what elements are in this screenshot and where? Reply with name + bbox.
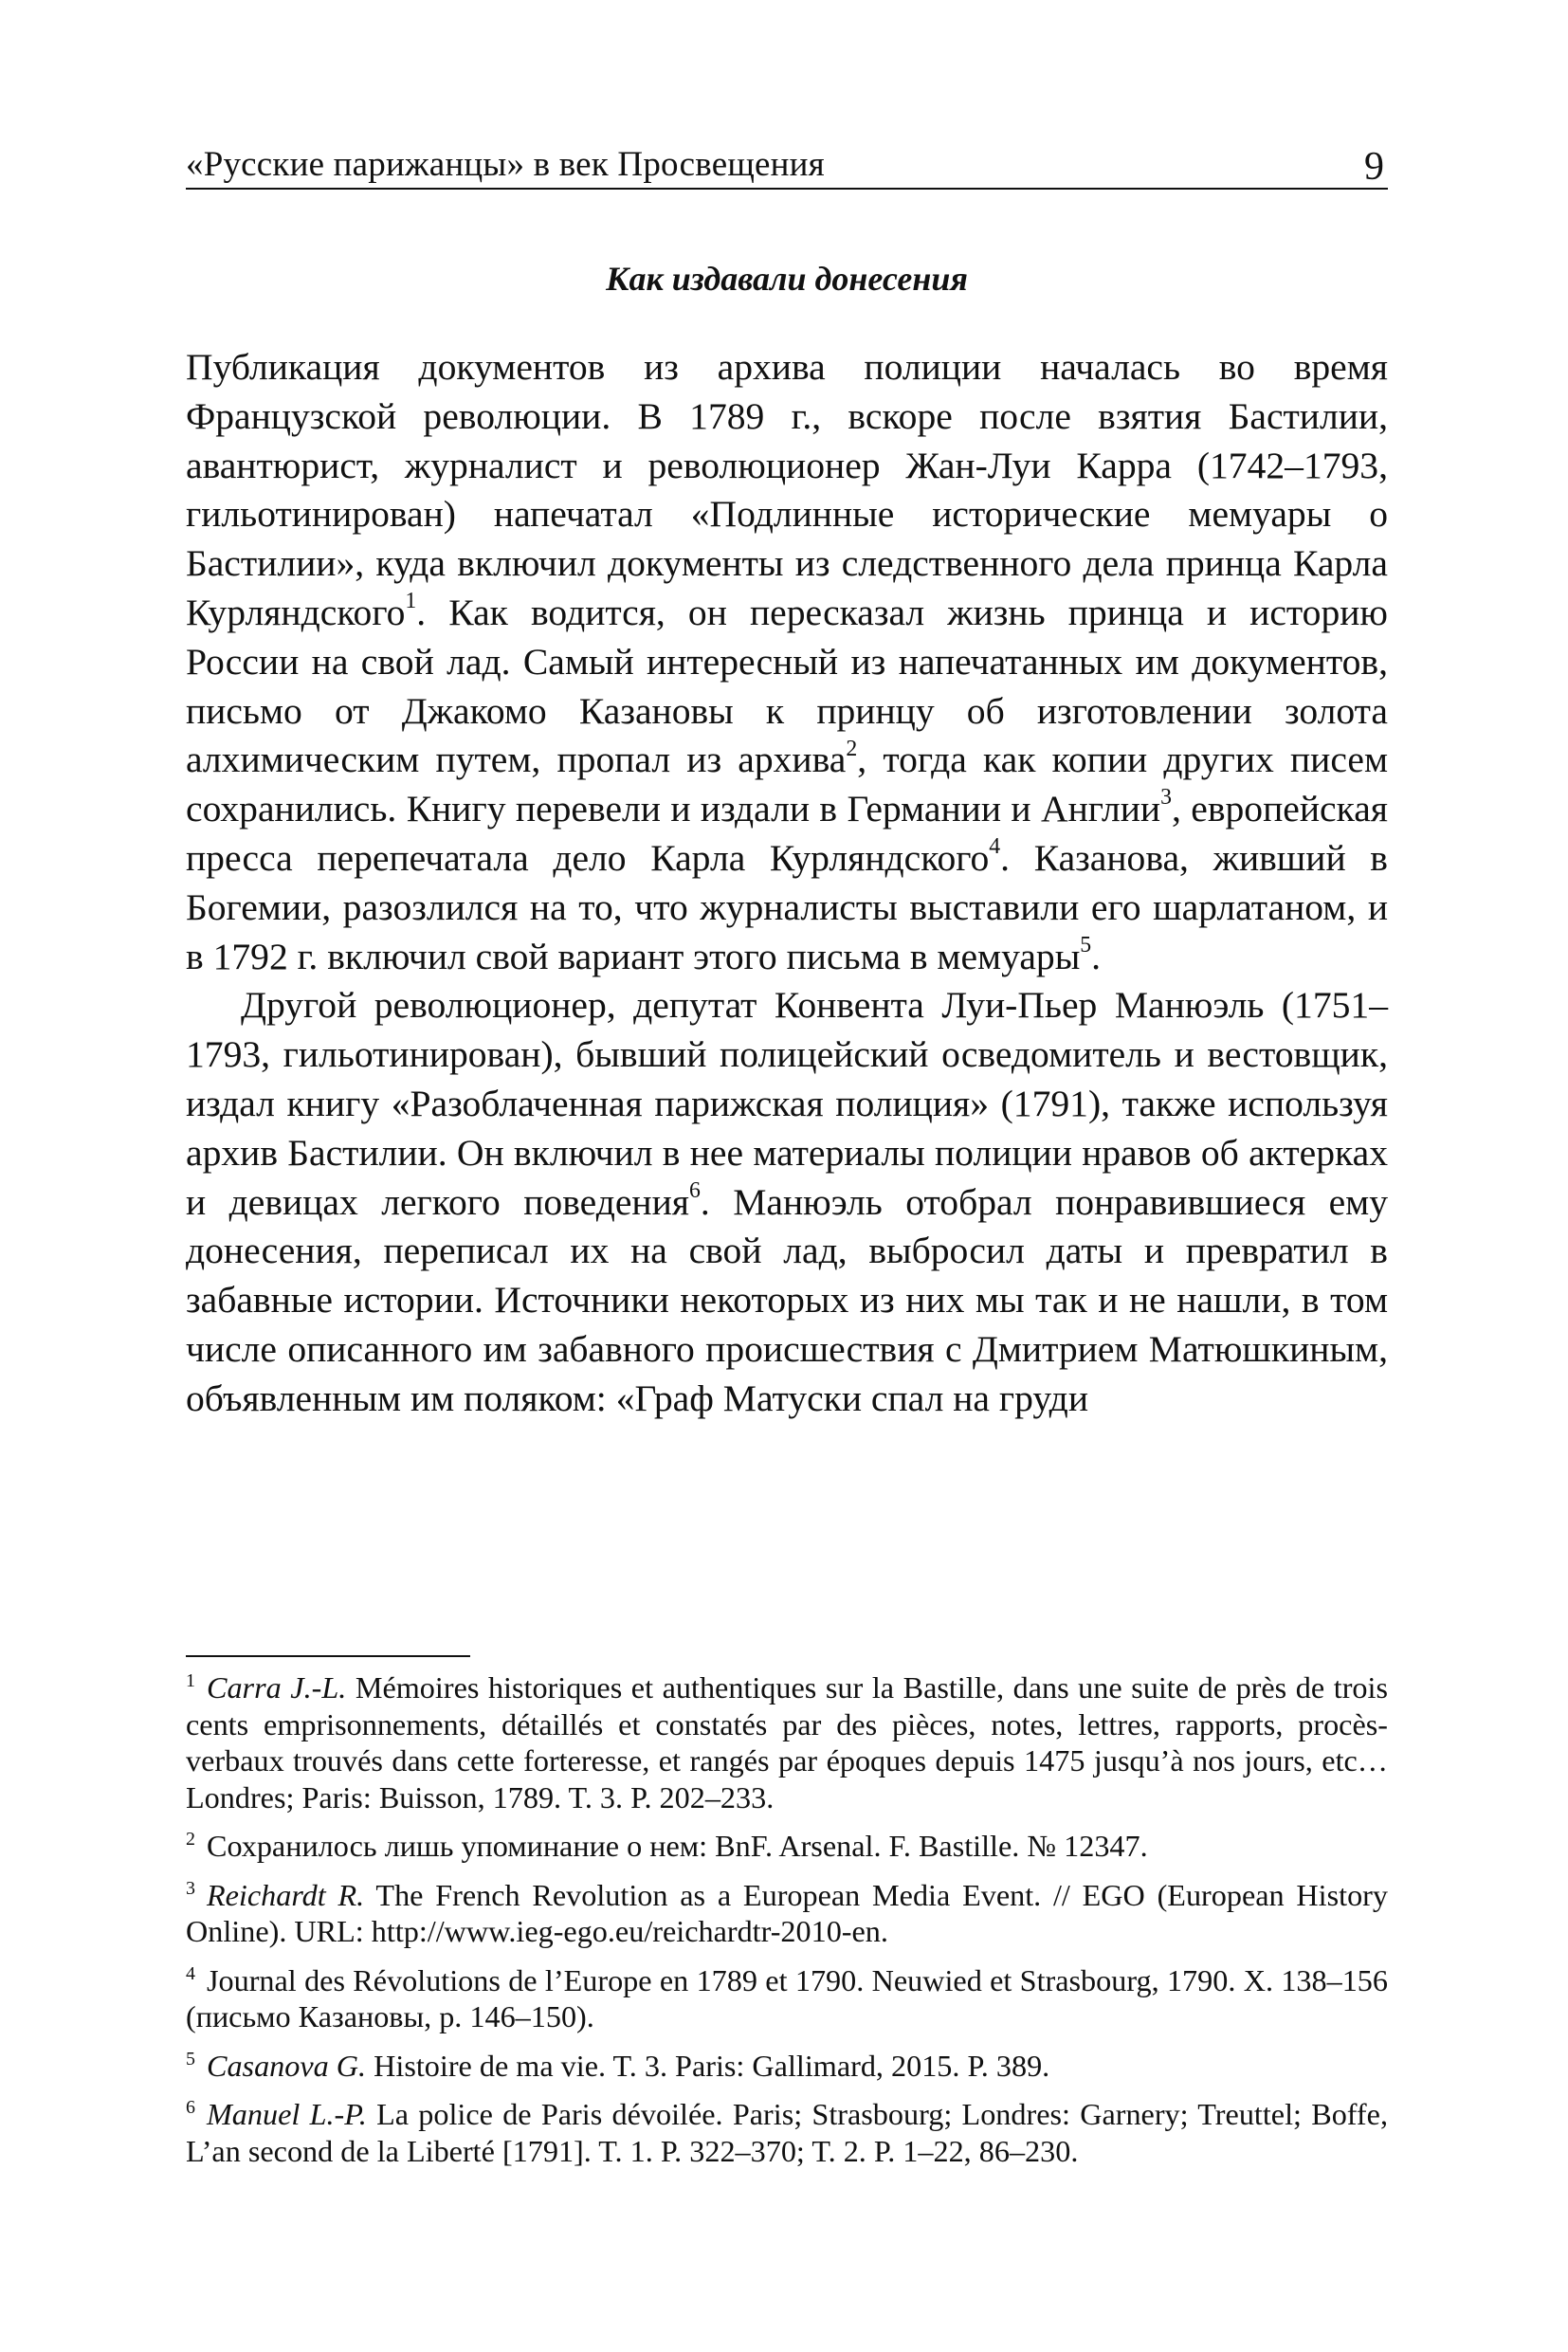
footnote-number: 2 <box>186 1829 195 1851</box>
footnote-number: 6 <box>186 2097 195 2119</box>
text-run: . Казанова, живший в Богемии, разозлился на то, что журналисты выставили его шарлатаном, и в 1792 г. включил свой вариант этого письма в мемуары <box>186 836 1388 977</box>
text-run: , тогда как копии других писем сохранились. Книгу перевели и издали в Германии и Англии <box>186 738 1388 830</box>
header-rule <box>186 188 1388 190</box>
text-run: . Манюэль отобрал понравившиеся ему донесения, переписал их на свой лад, выбросил даты и превратил в забавные истории. Источники некоторых из них мы так и не нашли, в том числе описанного им забавного происшествия с Дмитрием Матюшкиным, объявленным им поляком: «Граф Матуски спал на груди <box>186 1180 1388 1419</box>
footnote-author: Reichardt R. <box>206 1877 365 1912</box>
footnote-ref: 2 <box>846 736 858 761</box>
footnote-ref: 3 <box>1160 785 1172 811</box>
footnote-text: The French Revolution as a European Media Event. // EGO (European History Online). URL: http://www.ieg-ego.eu/reichardtr-2010-en. <box>186 1877 1388 1948</box>
footnote-text: Histoire de ma vie. T. 3. Paris: Gallimard, 2015. P. 389. <box>366 2048 1050 2083</box>
text-run: Публикация документов из архива полиции началась во время Французской революции. В 1789 г., вскоре после взятия Бастилии, авантюрист, журналист и революционер Жан-Луи Карра (1742–1793, гильотинирован) напечатал «Подлинные исторические мемуары о Бастилии», куда включил документы из следственного дела принца Карла Курляндского <box>186 346 1388 633</box>
footnote-number: 3 <box>186 1877 195 1899</box>
footnote <box>186 1828 1388 1865</box>
running-head-title: «Русские парижанцы» в век Просвещения <box>186 145 825 184</box>
footnote <box>186 2096 1388 2169</box>
footnote-author: Carra J.-L. <box>206 1670 347 1705</box>
paragraph <box>186 343 1388 981</box>
paragraph <box>186 981 1388 1423</box>
footnote-text: Mémoires historiques et authentiques sur la Bastille, dans une suite de près de trois cents emprisonnements, détaillés et constatés par des pièces, notes, lettres, rapports, procès-verbaux trouvés dans cette forteresse, et rangés par époques depuis 1475 jusqu’à nos jours, etc… Londres; Paris: Buisson, 1789. T. 3. P. 202–233. <box>186 1670 1388 1814</box>
footnote <box>186 2048 1388 2085</box>
text-run: . <box>1091 935 1102 977</box>
body-text <box>186 343 1388 1424</box>
footnote-author: Manuel L.-P. <box>206 2097 367 2131</box>
footnote-number: 1 <box>186 1670 195 1692</box>
footnote <box>186 1962 1388 2035</box>
footnotes <box>186 1669 1388 2181</box>
footnote-text: Journal des Révolutions de l’Europe en 1789 et 1790. Neuwied et Strasbourg, 1790. X. 138–156 (письмо Казановы, р. 146–150). <box>186 1962 1388 2033</box>
footnote-separator <box>186 1655 470 1657</box>
text-run: Другой революционер, депутат Конвента Луи-Пьер Манюэль (1751–1793, гильотинирован), бывший полицейский осведомитель и вестовщик, издал книгу «Разоблаченная парижская полиция» (1791), также используя архив Бастилии. Он включил в нее материалы полиции нравов об актерках и девицах легкого поведения <box>186 984 1388 1223</box>
text-run: . Как водится, он пересказал жизнь принца и историю России на свой лад. Самый интересный из напечатанных им документов, письмо от Джакомо Казановы к принцу об изготовлении золота алхимическим путем, пропал из архива <box>186 591 1388 781</box>
footnote <box>186 1669 1388 1815</box>
footnote-ref: 5 <box>1080 932 1092 957</box>
page-number: 9 <box>1364 145 1384 189</box>
section-title: Как издавали донесения <box>606 260 968 298</box>
footnote-number: 5 <box>186 2048 195 2069</box>
footnote-number: 4 <box>186 1962 195 1984</box>
running-head <box>186 140 1388 188</box>
footnote-author: Casanova G. <box>206 2048 367 2083</box>
footnote-ref: 1 <box>405 589 417 614</box>
footnote-text: Сохранилось лишь упоминание о нем: BnF. Arsenal. F. Bastille. № 12347. <box>206 1829 1148 1863</box>
footnote <box>186 1877 1388 1950</box>
footnote-ref: 6 <box>688 1177 701 1203</box>
text-run: , европейская пресса перепечатала дело Карла Курляндского <box>186 788 1388 879</box>
footnote-text: La police de Paris dévoilée. Paris; Strasbourg; Londres: Garnery; Treuttel; Boffe, L’an second de la Liberté [1791]. T. 1. P. 322–370; T. 2. P. 1–22, 86–230. <box>186 2097 1388 2168</box>
footnote-ref: 4 <box>989 834 1001 860</box>
